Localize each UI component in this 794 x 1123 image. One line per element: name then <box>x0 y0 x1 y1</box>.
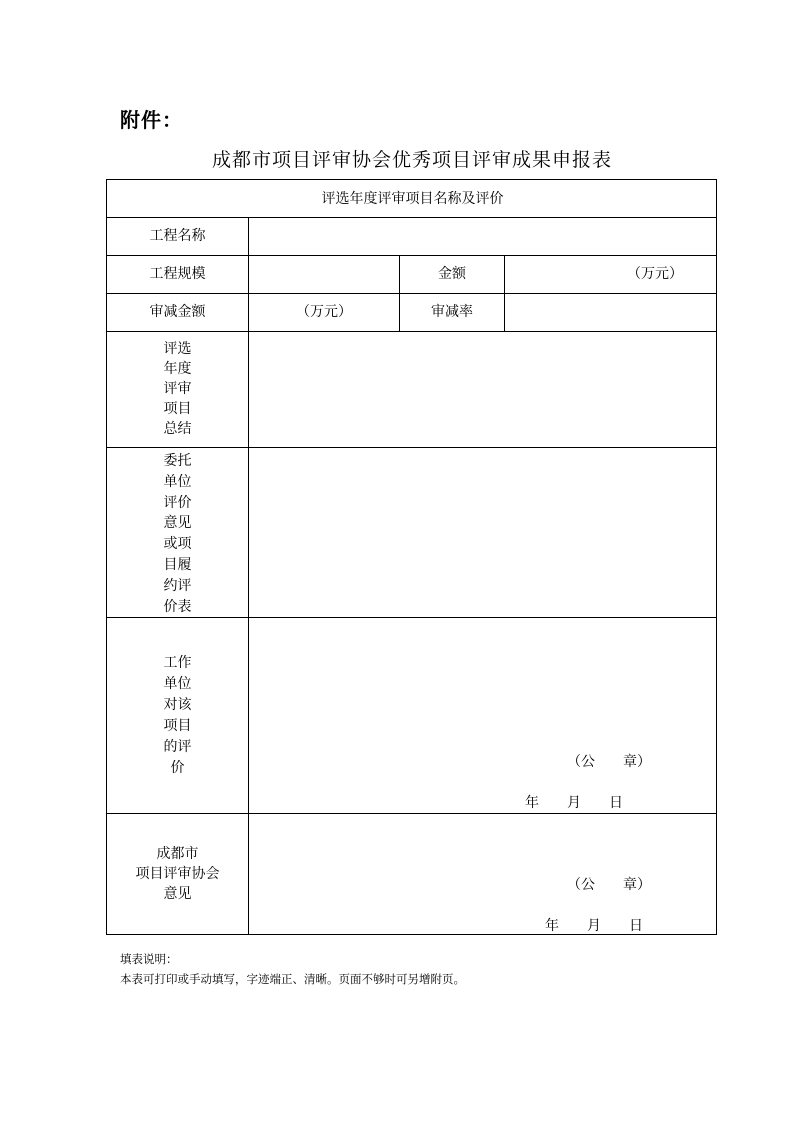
reduction-rate-field[interactable] <box>505 293 717 331</box>
project-name-field[interactable] <box>249 217 717 255</box>
amount-label: 金额 <box>438 266 466 282</box>
project-name-label: 工程名称 <box>149 228 206 244</box>
project-scale-field[interactable] <box>249 255 399 293</box>
application-form-table <box>106 179 717 935</box>
employer-seal: （公 章） <box>567 754 651 770</box>
project-summary-field[interactable] <box>249 332 717 447</box>
instructions-text: 本表可打印或手动填写，字迹端正、清晰。页面不够时可另增附页。 <box>120 972 465 986</box>
employer-evaluation-label: 工作 单位 对该 项目 的评 价 <box>163 655 192 776</box>
association-opinion-field[interactable] <box>249 814 717 934</box>
instructions-heading: 填表说明： <box>120 952 178 966</box>
association-seal: （公 章） <box>567 877 651 893</box>
form-header: 评选年度评审项目名称及评价 <box>321 190 504 207</box>
reduction-rate-label: 审减率 <box>431 304 473 320</box>
project-scale-label: 工程规模 <box>149 266 206 282</box>
client-evaluation-field[interactable] <box>249 448 717 617</box>
client-evaluation-label: 委托 单位 评价 意见 或项 目履 约评 价表 <box>163 453 192 615</box>
reduction-amount-label: 审减金额 <box>149 304 206 320</box>
attachment-label: 附件： <box>120 108 183 132</box>
employer-evaluation-field[interactable] <box>249 618 717 813</box>
amount-unit: （万元） <box>627 266 683 282</box>
filling-instructions <box>120 949 465 989</box>
form-title: 成都市项目评审协会优秀项目评审成果申报表 <box>211 149 612 171</box>
association-opinion-label: 成都市 项目评审协会 意见 <box>135 846 220 902</box>
project-summary-label: 评选 年度 评审 项目 总结 <box>163 341 192 437</box>
employer-date: 年 月 日 <box>525 795 623 811</box>
association-date: 年 月 日 <box>545 918 643 934</box>
reduction-amount-unit: （万元） <box>296 304 352 320</box>
